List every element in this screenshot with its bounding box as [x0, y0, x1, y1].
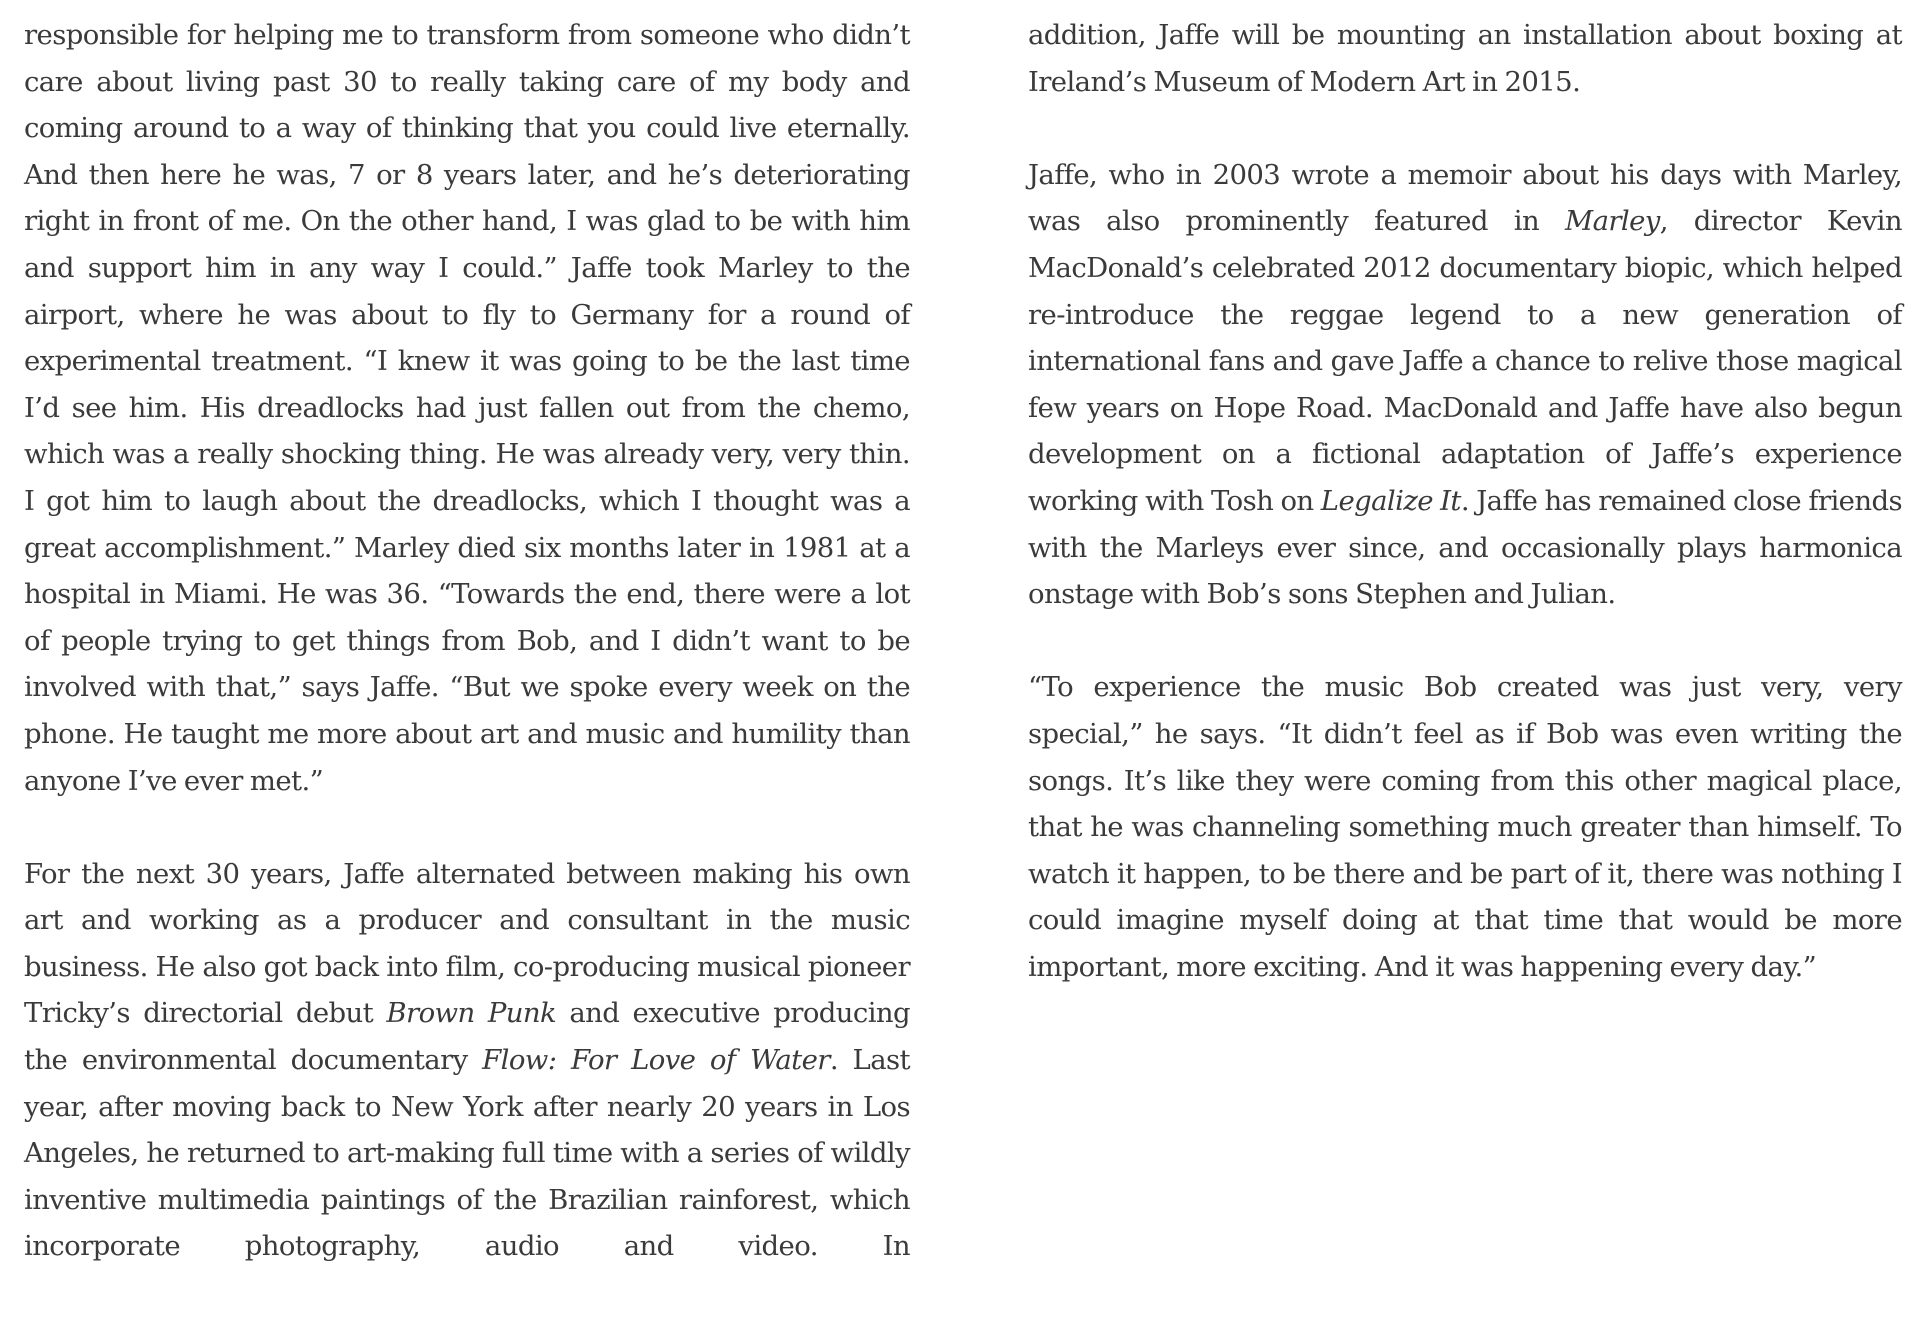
paragraph-text: addition, Jaffe will be mounting an installation about boxing at Ireland’s Museum of Modern Art in 2015. — [1028, 19, 1902, 98]
paragraph-text: . Last year, after moving back to New York after nearly 20 years in Los Angeles, he returned to art-making full time with a series of wildly inventive multimedia paintings of the Brazilian rainforest, which incorporate photography, audio and video. In — [24, 1044, 910, 1263]
paragraph-marley-final-days — [24, 12, 910, 804]
paragraph-closing-quote — [1028, 664, 1902, 990]
paragraph-text: For the next 30 years, Jaffe alternated between making his own art and working as a producer and consultant in the music business. He also got back into film, co-producing musical pioneer Tricky’s directorial debut — [24, 857, 910, 1030]
paragraph-text: . Jaffe has remained close friends with the Marleys ever since, and occasionally plays harmonica onstage with Bob’s sons Stephen and Julian. — [1028, 484, 1902, 611]
paragraph-text: Jaffe, who in 2003 wrote a memoir about his days with Marley, was also prominently featured in — [1028, 158, 1902, 238]
album-title-legalize-it: Legalize It — [1320, 484, 1461, 517]
paragraph-jaffe-career — [24, 851, 910, 1270]
paragraph-text: responsible for helping me to transform from someone who didn’t care about living past 30 to really taking care of my body and coming around to a way of thinking that you could live eternally. And then here he was, 7 or 8 years later, and he’s deteriorating right in front of me. On the other hand, I was glad to be with him and support him in any way I could.” Jaffe took Marley to the airport, where he was about to fly to Germany for a round of experimental treatment. “I knew it was going to be the last time I’d see him. His dreadlocks had just fallen out from the chemo, which was a really shocking thing. He was already very, very thin. I got him to laugh about the dreadlocks, which I thought was a great accomplishment.” Marley died six months later in 1981 at a hospital in Miami. He was 36. “Towards the end, there were a lot of people trying to get things from Bob, and I didn’t want to be involved with that,” says Jaffe. “But we spoke every week on the phone. He taught me more about art and music and humility than anyone I’ve ever met.” — [24, 19, 910, 797]
film-title-flow: Flow: For Love of Water — [482, 1044, 830, 1077]
paragraph-text: “To experience the music Bob created was just very, very special,” he says. “It didn’t feel as if Bob was even writing the songs. It’s like they were coming from this other magical place, that he was channeling something much greater than himself. To watch it happen, to be there and be part of it, there was nothing I could imagine myself doing at that time that would be more important, more exciting. And it was happening every day.” — [1028, 671, 1902, 983]
article-column-right — [1028, 12, 1902, 1037]
paragraph-memoir-documentary — [1028, 152, 1902, 618]
article-column-left — [24, 12, 910, 1317]
paragraph-text: , director Kevin MacDonald’s celebrated 2012 documentary biopic, which helped re-introduce the reggae legend to a new generation of international fans and gave Jaffe a chance to relive those magical few years on Hope Road. MacDonald and Jaffe have also begun development on a fictional adaptation of Jaffe’s experience working with Tosh on — [1028, 205, 1902, 517]
film-title-brown-punk: Brown Punk — [386, 997, 557, 1030]
paragraph-text: and executive producing the environmental documentary — [24, 997, 910, 1077]
film-title-marley: Marley — [1565, 205, 1660, 238]
paragraph-boxing-installation — [1028, 12, 1902, 105]
